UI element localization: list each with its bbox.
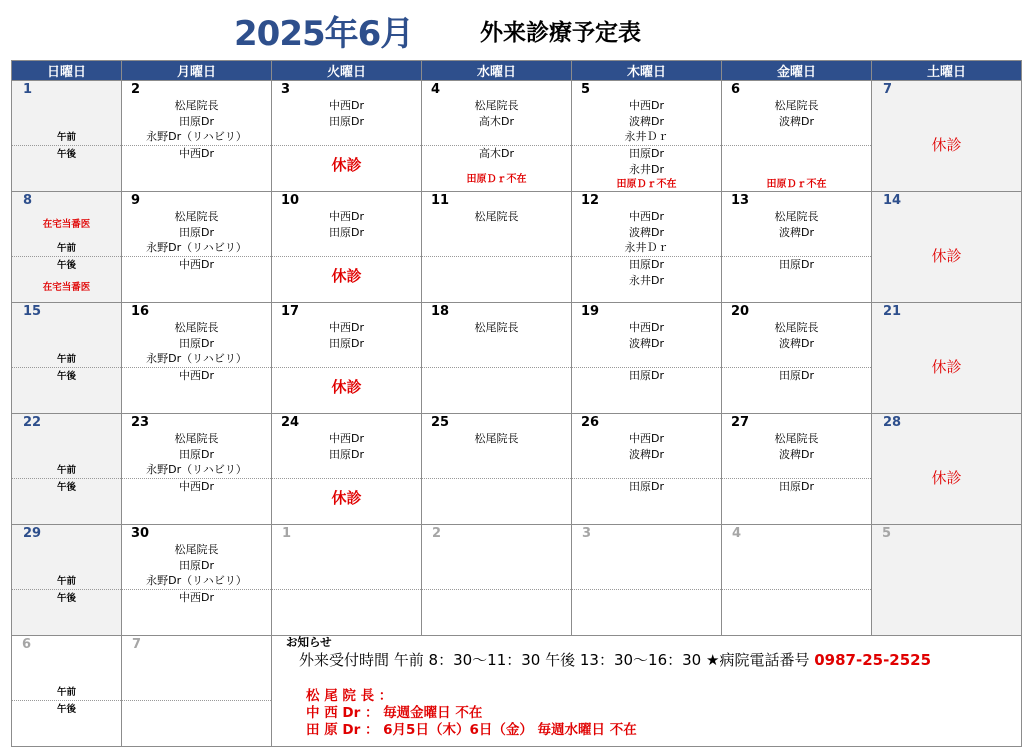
doctor: 永井Ｄｒ xyxy=(624,130,669,143)
day-number: 3 xyxy=(582,526,592,541)
doctor: 松尾院長 xyxy=(774,321,819,334)
absence-note: 田原Ｄｒ不在 xyxy=(466,173,527,185)
day-cell xyxy=(872,192,1022,303)
day-number: 20 xyxy=(731,304,750,319)
day-number: 9 xyxy=(131,193,141,208)
day-cell xyxy=(422,192,572,303)
am-label: 午前 xyxy=(56,465,76,476)
day-number: 19 xyxy=(581,304,600,319)
closed-label: 休診 xyxy=(331,489,362,507)
doctor: 田原Dr xyxy=(629,147,664,160)
doctor: 松尾院長 xyxy=(174,210,219,223)
doctor: 中西Dr xyxy=(329,99,364,112)
doctor: 永井Dr xyxy=(629,162,664,176)
doctor: 松尾院長 xyxy=(174,99,219,112)
oncall-label: 在宅当番医 xyxy=(42,282,91,293)
day-number: 23 xyxy=(131,415,150,430)
doctor: 田原Dr xyxy=(329,114,364,128)
oncall-label: 在宅当番医 xyxy=(42,219,91,230)
header-thursday: 木曜日 xyxy=(572,61,722,81)
reception-hours xyxy=(299,649,931,670)
pm-label: 午後 xyxy=(56,593,76,604)
doctor: 永野Dr（リハビリ） xyxy=(146,241,247,254)
header-wednesday: 水曜日 xyxy=(422,61,572,81)
pm-label: 午後 xyxy=(56,260,76,271)
doctor: 松尾院長 xyxy=(474,210,519,223)
absence-note: 田原Ｄｒ不在 xyxy=(766,179,827,190)
doctor: 波稗Dr xyxy=(779,114,814,128)
doctor: 高木Dr xyxy=(479,147,514,160)
day-cell xyxy=(12,81,122,192)
day-number: 29 xyxy=(23,526,42,541)
day-cell xyxy=(872,414,1022,525)
doctor: 松尾院長 xyxy=(174,543,219,556)
day-number: 7 xyxy=(132,637,142,652)
day-cell xyxy=(122,525,272,636)
page-title: 外来診療予定表 xyxy=(480,20,641,46)
day-cell xyxy=(572,525,722,636)
day-number: 4 xyxy=(431,82,441,97)
doctor: 中西Dr xyxy=(179,369,214,382)
day-number: 17 xyxy=(281,304,300,319)
week-row xyxy=(12,81,1022,192)
notice-line-nakanishi: 中 西 Dr ： 毎週金曜日 不在 xyxy=(306,705,483,721)
doctor: 永野Dr（リハビリ） xyxy=(146,463,247,476)
doctor: 松尾院長 xyxy=(474,99,519,112)
doctor: 中西Dr xyxy=(629,210,664,223)
day-number: 5 xyxy=(882,526,892,541)
doctor: 高木Dr xyxy=(479,114,514,128)
day-cell xyxy=(572,192,722,303)
closed-label: 休診 xyxy=(931,136,962,154)
day-cell xyxy=(572,414,722,525)
notice-title: お知らせ xyxy=(286,635,332,649)
week-row xyxy=(12,303,1022,414)
day-cell xyxy=(722,525,872,636)
header-monday: 月曜日 xyxy=(122,61,272,81)
weekday-header-row xyxy=(12,61,1022,81)
day-number: 22 xyxy=(23,415,42,430)
header-friday: 金曜日 xyxy=(722,61,872,81)
day-cell xyxy=(572,81,722,192)
doctor: 田原Dr xyxy=(629,369,664,382)
doctor: 中西Dr xyxy=(629,432,664,445)
doctor: 松尾院長 xyxy=(174,432,219,445)
doctor: 波稗Dr xyxy=(629,447,664,461)
am-label: 午前 xyxy=(56,354,76,365)
day-number: 1 xyxy=(282,526,292,541)
closed-label: 休診 xyxy=(331,156,362,174)
doctor: 田原Dr xyxy=(779,480,814,493)
day-cell xyxy=(12,414,122,525)
am-label: 午前 xyxy=(56,132,76,143)
doctor: 田原Dr xyxy=(179,336,214,350)
pm-label: 午後 xyxy=(56,371,76,382)
day-number: 3 xyxy=(281,82,291,97)
day-number: 28 xyxy=(883,415,902,430)
doctor: 永野Dr（リハビリ） xyxy=(146,574,247,587)
doctor: 波稗Dr xyxy=(629,114,664,128)
day-number: 10 xyxy=(281,193,300,208)
header-tuesday: 火曜日 xyxy=(272,61,422,81)
day-cell xyxy=(122,192,272,303)
day-cell xyxy=(122,81,272,192)
page-title-date: 2025年6月 xyxy=(234,14,414,54)
day-cell xyxy=(12,303,122,414)
doctor: 田原Dr xyxy=(179,225,214,239)
pm-label: 午後 xyxy=(56,704,76,715)
day-number: 18 xyxy=(431,304,450,319)
notice-line-tahara: 田 原 Dr ： 6月5日（木）6日（金） 毎週水曜日 不在 xyxy=(306,722,637,738)
doctor: 松尾院長 xyxy=(774,99,819,112)
doctor: 田原Dr xyxy=(329,225,364,239)
doctor: 永井Ｄｒ xyxy=(624,241,669,254)
day-number: 24 xyxy=(281,415,300,430)
doctor: 田原Dr xyxy=(179,558,214,572)
doctor: 中西Dr xyxy=(329,321,364,334)
day-cell xyxy=(872,525,1022,636)
closed-label: 休診 xyxy=(931,469,962,487)
pm-label: 午後 xyxy=(56,482,76,493)
phone-number: 0987-25-2525 xyxy=(814,651,932,669)
doctor: 田原Dr xyxy=(329,336,364,350)
doctor: 田原Dr xyxy=(179,447,214,461)
day-number: 25 xyxy=(431,415,450,430)
day-number: 6 xyxy=(731,82,741,97)
doctor: 波稗Dr xyxy=(779,225,814,239)
day-number: 16 xyxy=(131,304,150,319)
doctor: 松尾院長 xyxy=(174,321,219,334)
day-cell xyxy=(422,303,572,414)
doctor: 中西Dr xyxy=(179,591,214,604)
day-cell xyxy=(872,81,1022,192)
day-cell xyxy=(272,192,422,303)
doctor: 中西Dr xyxy=(179,147,214,160)
day-cell xyxy=(12,636,122,747)
day-number: 27 xyxy=(731,415,750,430)
doctor: 中西Dr xyxy=(329,210,364,223)
doctor: 田原Dr xyxy=(629,480,664,493)
closed-label: 休診 xyxy=(331,378,362,396)
day-cell xyxy=(722,192,872,303)
notice-line-matsuo: 松 尾 院 長 ： xyxy=(306,688,393,704)
doctor: 波稗Dr xyxy=(779,447,814,461)
doctor: 波稗Dr xyxy=(629,225,664,239)
day-number: 2 xyxy=(432,526,442,541)
day-cell xyxy=(272,303,422,414)
day-number: 14 xyxy=(883,193,902,208)
day-cell xyxy=(722,414,872,525)
day-number: 4 xyxy=(732,526,742,541)
day-number: 13 xyxy=(731,193,750,208)
day-number: 26 xyxy=(581,415,600,430)
doctor: 中西Dr xyxy=(179,258,214,271)
day-cell xyxy=(272,525,422,636)
day-number: 11 xyxy=(431,193,450,208)
doctor: 田原Dr xyxy=(779,258,814,271)
doctor: 松尾院長 xyxy=(774,210,819,223)
pm-label: 午後 xyxy=(56,149,76,160)
week-row xyxy=(12,414,1022,525)
absence-note: 田原Ｄｒ不在 xyxy=(616,179,677,190)
am-label: 午前 xyxy=(56,243,76,254)
notice-panel xyxy=(286,634,1016,744)
day-cell xyxy=(122,303,272,414)
hours-text: 外来受付時間 午前 8：30～11：30 午後 13：30～16：30 ★病院電話番号 xyxy=(299,651,810,669)
am-label: 午前 xyxy=(56,576,76,587)
day-number: 21 xyxy=(883,304,902,319)
doctor: 田原Dr xyxy=(779,369,814,382)
closed-label: 休診 xyxy=(331,267,362,285)
day-cell xyxy=(122,414,272,525)
day-cell xyxy=(122,636,272,747)
day-cell xyxy=(422,525,572,636)
day-cell xyxy=(722,303,872,414)
week-row xyxy=(12,192,1022,303)
day-number: 8 xyxy=(23,193,33,208)
header-sunday: 日曜日 xyxy=(12,61,122,81)
day-number: 5 xyxy=(581,82,591,97)
doctor: 中西Dr xyxy=(629,321,664,334)
day-cell xyxy=(12,192,122,303)
day-cell xyxy=(572,303,722,414)
day-number: 30 xyxy=(131,526,150,541)
day-cell xyxy=(872,303,1022,414)
day-cell xyxy=(422,414,572,525)
doctor: 田原Dr xyxy=(629,258,664,271)
day-cell xyxy=(12,525,122,636)
doctor: 中西Dr xyxy=(179,480,214,493)
day-number: 12 xyxy=(581,193,600,208)
day-number: 1 xyxy=(23,82,33,97)
day-cell xyxy=(272,81,422,192)
header-saturday: 土曜日 xyxy=(872,61,1022,81)
day-cell xyxy=(722,81,872,192)
doctor: 田原Dr xyxy=(329,447,364,461)
doctor: 中西Dr xyxy=(329,432,364,445)
day-cell xyxy=(272,414,422,525)
doctor: 波稗Dr xyxy=(629,336,664,350)
doctor: 松尾院長 xyxy=(474,432,519,445)
doctor: 永野Dr（リハビリ） xyxy=(146,352,247,365)
doctor: 中西Dr xyxy=(629,99,664,112)
doctor: 永野Dr（リハビリ） xyxy=(146,130,247,143)
doctor: 松尾院長 xyxy=(474,321,519,334)
day-cell xyxy=(422,81,572,192)
closed-label: 休診 xyxy=(931,358,962,376)
doctor: 永井Dr xyxy=(629,273,664,287)
day-number: 6 xyxy=(22,637,32,652)
doctor: 波稗Dr xyxy=(779,336,814,350)
day-number: 15 xyxy=(23,304,42,319)
day-number: 2 xyxy=(131,82,141,97)
doctor: 田原Dr xyxy=(179,114,214,128)
closed-label: 休診 xyxy=(931,247,962,265)
day-number: 7 xyxy=(883,82,893,97)
am-label: 午前 xyxy=(56,687,76,698)
doctor: 松尾院長 xyxy=(774,432,819,445)
week-row xyxy=(12,525,1022,636)
